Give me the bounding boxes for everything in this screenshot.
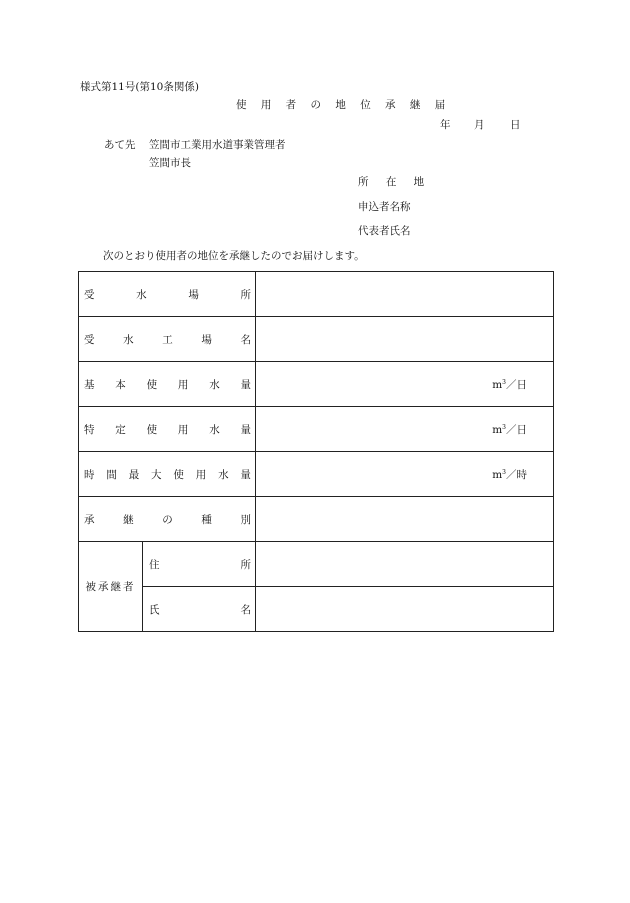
label-char: 水 bbox=[209, 423, 220, 436]
table-row bbox=[79, 497, 554, 542]
notice-text: 次のとおり使用者の地位を承継したのでお届けします。 bbox=[103, 250, 365, 262]
table-row bbox=[79, 587, 554, 632]
heir-name-label bbox=[143, 587, 256, 632]
form-number: 様式第11号(第10条関係) bbox=[80, 81, 199, 93]
table-row bbox=[79, 542, 554, 587]
row-label-basic-water-volume bbox=[79, 362, 256, 407]
label-char: 承 bbox=[84, 513, 95, 526]
label-char: 所 bbox=[240, 288, 251, 301]
label-char: 使 bbox=[173, 468, 184, 481]
label-char: 工 bbox=[162, 333, 173, 346]
date-day-label: 日 bbox=[510, 119, 521, 131]
document-title: 使 用 者 の 地 位 承 継 届 bbox=[236, 99, 451, 111]
row-label-max-hourly-water-volume bbox=[79, 452, 256, 497]
label-char: 定 bbox=[115, 423, 126, 436]
heir-address-field[interactable] bbox=[256, 542, 554, 587]
label-char: 場 bbox=[201, 333, 212, 346]
label-char: 基 bbox=[84, 378, 95, 391]
heir-label: 被承継者 bbox=[79, 542, 143, 632]
label-char: 受 bbox=[84, 288, 95, 301]
label-char: 用 bbox=[195, 468, 207, 481]
applicant-location-label: 所 在 地 bbox=[358, 176, 432, 188]
row-label-factory-name bbox=[79, 317, 256, 362]
label-char: 名 bbox=[240, 603, 251, 616]
label-char: 最 bbox=[128, 468, 140, 481]
label-char: 本 bbox=[115, 378, 126, 391]
label-char: 氏 bbox=[149, 603, 160, 616]
row-label-water-receiving-place bbox=[79, 272, 256, 317]
label-char: 水 bbox=[218, 468, 229, 481]
label-char: 特 bbox=[84, 423, 95, 436]
label-char: の bbox=[162, 513, 173, 526]
label-char: 名 bbox=[240, 333, 251, 346]
date-month-label: 月 bbox=[474, 119, 485, 131]
factory-name-field[interactable] bbox=[256, 317, 554, 362]
addressee-line-1: 笠間市工業用水道事業管理者 bbox=[149, 139, 286, 151]
label-char: 水 bbox=[136, 288, 147, 301]
date-year-label: 年 bbox=[440, 119, 451, 131]
label-char: 量 bbox=[240, 378, 251, 391]
water-receiving-place-field[interactable] bbox=[256, 272, 554, 317]
label-char: 所 bbox=[240, 558, 251, 571]
label-char: 使 bbox=[146, 423, 158, 436]
label-char: 大 bbox=[151, 468, 162, 481]
label-char: 間 bbox=[106, 468, 117, 481]
table-row bbox=[79, 452, 554, 497]
table-row bbox=[79, 272, 554, 317]
label-char: 用 bbox=[177, 423, 189, 436]
table-row bbox=[79, 407, 554, 452]
label-char: 場 bbox=[188, 288, 199, 301]
unit-label: $m^3/$日 bbox=[492, 378, 527, 391]
max-hourly-water-volume-field[interactable] bbox=[256, 452, 554, 497]
succession-form-table bbox=[78, 271, 554, 632]
table-row bbox=[79, 362, 554, 407]
applicant-representative-label: 代表者氏名 bbox=[358, 225, 411, 237]
specific-water-volume-field[interactable] bbox=[256, 407, 554, 452]
succession-type-field[interactable] bbox=[256, 497, 554, 542]
row-label-succession-type bbox=[79, 497, 256, 542]
heir-address-label bbox=[143, 542, 256, 587]
label-char: 種 bbox=[201, 513, 212, 526]
addressee-label: あて先 bbox=[104, 139, 136, 151]
label-char: 使 bbox=[146, 378, 158, 391]
label-char: 水 bbox=[209, 378, 220, 391]
label-char: 住 bbox=[149, 558, 160, 571]
table-row bbox=[79, 317, 554, 362]
label-char: 量 bbox=[240, 423, 251, 436]
label-char: 用 bbox=[177, 378, 189, 391]
addressee-line-2: 笠間市長 bbox=[149, 157, 191, 169]
unit-label: $m^3/$時 bbox=[492, 468, 527, 481]
heir-name-field[interactable] bbox=[256, 587, 554, 632]
label-char: 継 bbox=[123, 513, 134, 526]
applicant-name-label: 申込者名称 bbox=[358, 201, 411, 213]
label-char: 時 bbox=[84, 468, 95, 481]
label-char: 受 bbox=[84, 333, 95, 346]
label-char: 別 bbox=[240, 513, 251, 526]
label-char: 量 bbox=[240, 468, 251, 481]
date-line bbox=[440, 120, 521, 131]
unit-label: $m^3/$日 bbox=[492, 423, 527, 436]
label-char: 水 bbox=[123, 333, 134, 346]
row-label-specific-water-volume bbox=[79, 407, 256, 452]
basic-water-volume-field[interactable] bbox=[256, 362, 554, 407]
